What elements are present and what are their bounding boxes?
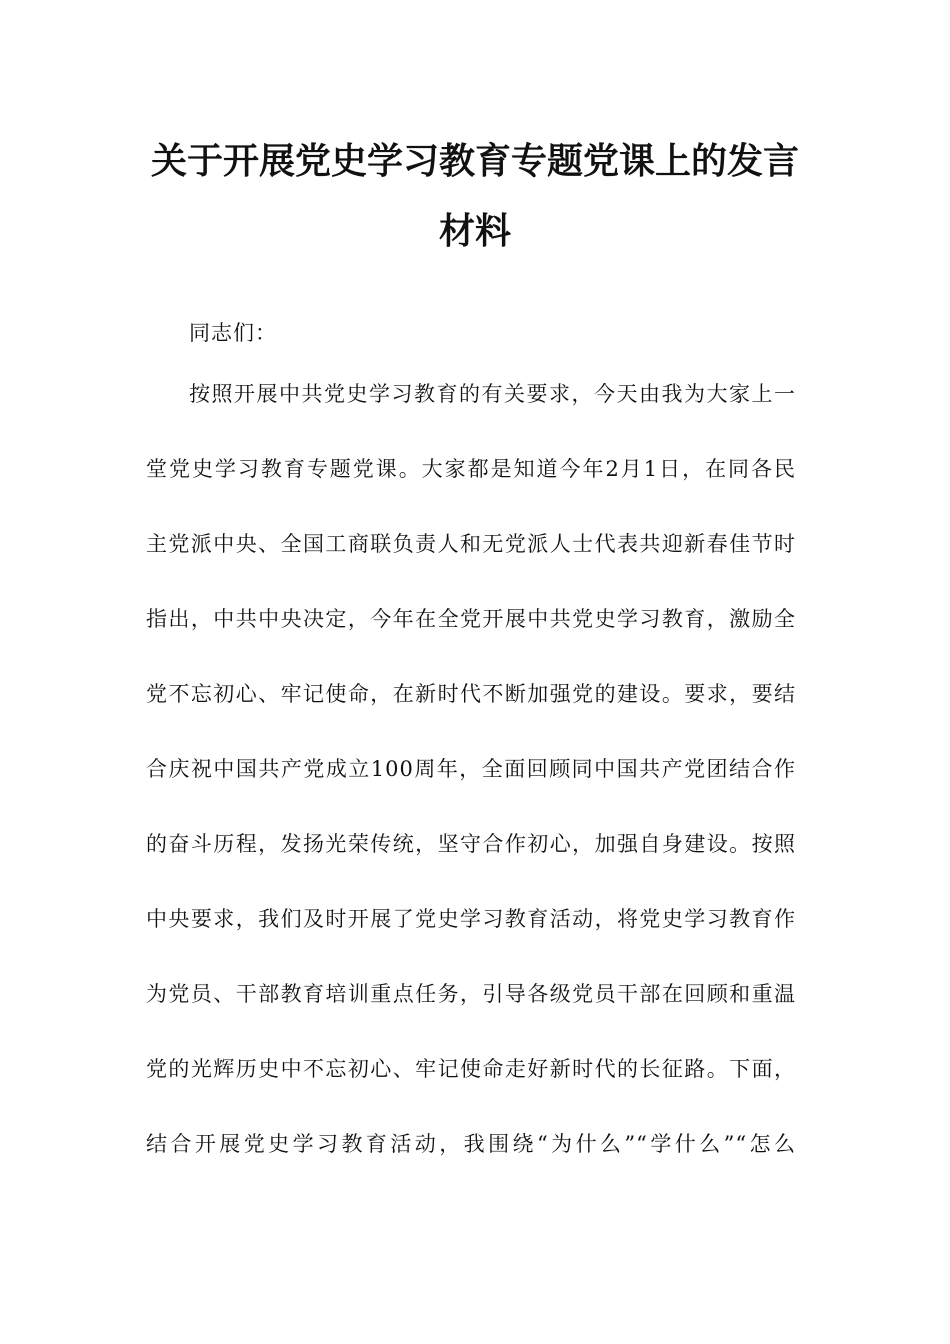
body-line: 结合开展党史学习教育活动，我围绕“为什么”“学什么”“怎么 — [146, 1132, 796, 1156]
body-line: 为党员、干部教育培训重点任务，引导各级党员干部在回顾和重温 — [146, 982, 796, 1006]
body-line: 的奋斗历程，发扬光荣传统，坚守合作初心，加强自身建设。按照 — [146, 832, 796, 856]
document-title-line-2: 材料 — [438, 211, 511, 252]
body-line: 堂党史学习教育专题党课。大家都是知道今年2月1日，在同各民 — [146, 457, 796, 481]
body-line: 主党派中央、全国工商联负责人和无党派人士代表共迎新春佳节时 — [146, 532, 796, 556]
body-line: 按照开展中共党史学习教育的有关要求，今天由我为大家上一 — [189, 382, 796, 406]
body-line: 指出，中共中央决定，今年在全党开展中共党史学习教育，激励全 — [146, 607, 796, 631]
document-title-line-1: 关于开展党史学习教育专题党课上的发言 — [150, 141, 799, 182]
salutation: 同志们： — [189, 321, 277, 345]
body-line: 合庆祝中国共产党成立100周年，全面回顾同中国共产党团结合作 — [146, 757, 796, 781]
body-line: 党的光辉历史中不忘初心、牢记使命走好新时代的长征路。下面， — [146, 1057, 796, 1081]
body-line: 中央要求，我们及时开展了党史学习教育活动，将党史学习教育作 — [146, 907, 796, 931]
body-line: 党不忘初心、牢记使命，在新时代不断加强党的建设。要求，要结 — [146, 682, 796, 706]
